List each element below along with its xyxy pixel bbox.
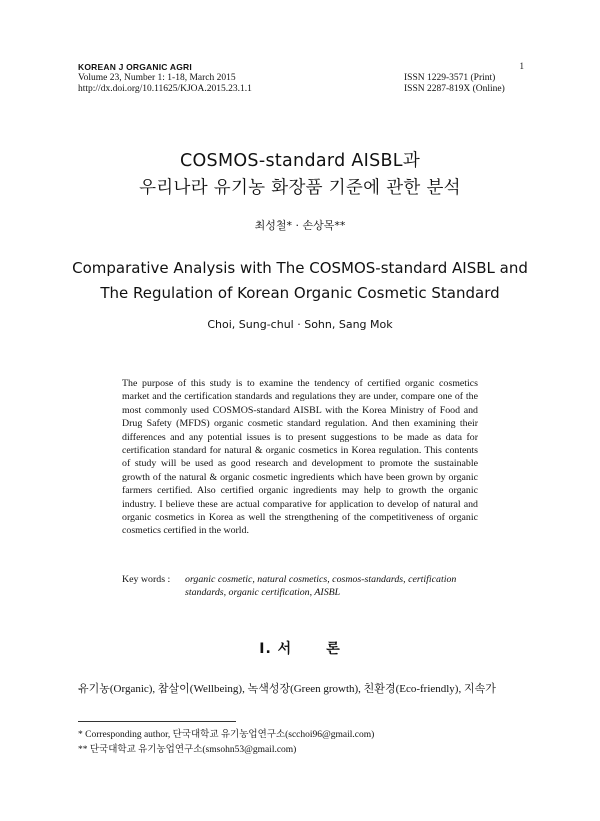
korean-title-line1: COSMOS-standard AISBL과 <box>179 151 421 171</box>
doi-link[interactable]: http://dx.doi.org/10.11625/KJOA.2015.23.1.1 <box>78 84 252 94</box>
korean-title-line2: 우리나라 유기농 화장품 기준에 관한 분석 <box>139 178 461 198</box>
english-authors: Choi, Sung-chul · Sohn, Sang Mok <box>207 318 393 331</box>
issn-online: ISSN 2287-819X (Online) <box>404 84 505 94</box>
volume-line: Volume 23, Number 1: 1-18, March 2015 <box>78 73 236 83</box>
english-title-line1: Comparative Analysis with The COSMOS-standard AISBL and <box>72 259 528 277</box>
abstract: The purpose of this study is to examine the tendency of certified organic cosmetics market and the certification standards and regulations they are under, compare one of the most commonly used COSMOS-standard AISBL with the Korea Ministry of Food and Drug Safety (MFDS) organic cosmetic standard regulation. And then examining their differences and any potential issues is to present suggestions to be made as data for certification standard for natural & organic cosmetics in Korea regulation. This contents of study will be used as good research and development to promote the sustainable growth of the natural & organic cosmetic ingredients which have been grown by organic farmers certified. Also certified organic ingredients may help to growth the organic industry. I believe these are actual comparative for application to develop of natural and organic cosmetics in Korea as well the strengthening of the competitiveness of organic cosmetics certified in the world. <box>122 378 478 537</box>
keywords-list: organic cosmetic, natural cosmetics, cosmos-standards, certification standards, organic certification, AISBL <box>185 574 457 599</box>
keywords-label: Key words : <box>122 574 171 585</box>
section-heading <box>0 638 600 658</box>
footnote-corresponding: * Corresponding author, 단국대학교 유기농업연구소(scchoi96@gmail.com) <box>78 730 375 740</box>
keywords <box>122 573 482 600</box>
english-title <box>0 256 600 306</box>
issn-print: ISSN 1229-3571 (Print) <box>404 73 496 83</box>
korean-authors: 최성철* · 손상목** <box>254 219 346 232</box>
section-title-part2: 론 <box>326 641 341 657</box>
english-title-line2: The Regulation of Korean Organic Cosmetic Standard <box>100 284 500 302</box>
body-text: 유기농(Organic), 참살이(Wellbeing), 녹색성장(Green growth), 친환경(Eco-friendly), 지속가 <box>78 683 496 695</box>
footnote-divider <box>78 721 236 722</box>
journal-info <box>78 62 252 95</box>
issn-info <box>404 73 522 95</box>
footnote-coauthor: ** 단국대학교 유기농업연구소(smsohn53@gmail.com) <box>78 745 297 755</box>
footnotes <box>78 728 374 758</box>
journal-name: KOREAN J ORGANIC AGRI <box>78 62 192 72</box>
page-number: 1 <box>519 61 524 71</box>
korean-title <box>0 148 600 202</box>
section-title-part1: 서 <box>277 641 293 657</box>
section-numeral: Ⅰ. <box>259 641 272 657</box>
